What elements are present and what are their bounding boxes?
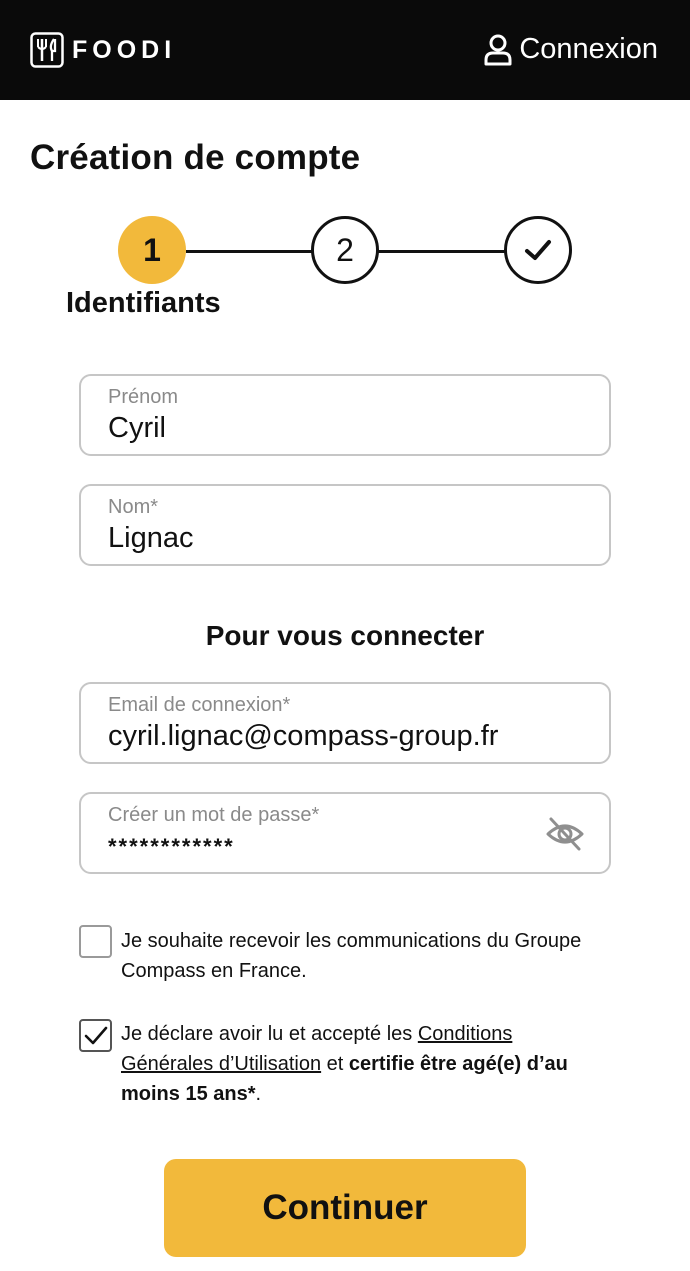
age-certification-text: certifie être agé(e) d’au moins 15 ans* <box>121 1053 568 1105</box>
password-value: ************ <box>108 834 235 859</box>
step-2-number: 2 <box>336 231 354 268</box>
continue-label: Continuer <box>262 1188 428 1227</box>
step-1-number: 1 <box>143 231 161 268</box>
login-link[interactable] <box>483 33 658 66</box>
last-name-value: Lignac <box>108 522 194 554</box>
login-section-title: Pour vous connecter <box>205 620 485 651</box>
stepper-connector <box>186 250 312 253</box>
terms-text-before: Je déclare avoir lu et accepté les <box>121 1023 418 1045</box>
page-title: Création de compte <box>30 138 361 177</box>
terms-checkbox[interactable] <box>79 1019 112 1052</box>
brand-name: FOODI <box>72 35 177 64</box>
email-value: cyril.lignac@compass-group.fr <box>108 720 499 752</box>
eye-off-icon[interactable] <box>545 814 585 854</box>
first-name-value: Cyril <box>108 412 166 444</box>
communications-checkbox[interactable] <box>79 925 112 958</box>
login-label: Connexion <box>519 33 658 65</box>
email-label: Email de connexion* <box>108 694 291 716</box>
password-field[interactable] <box>79 792 611 874</box>
top-bar <box>0 0 690 100</box>
stepper-connector <box>378 250 506 253</box>
last-name-label: Nom* <box>108 496 159 518</box>
current-step-label: Identifiants <box>66 287 221 319</box>
communications-text: Je souhaite recevoir les communications du Groupe Compass en France. <box>121 930 582 982</box>
check-icon <box>521 233 555 267</box>
email-field[interactable] <box>79 682 611 764</box>
progress-stepper <box>0 216 690 286</box>
terms-text <box>121 1019 591 1109</box>
step-2 <box>311 216 379 284</box>
first-name-field[interactable] <box>79 374 611 456</box>
brand-logo[interactable] <box>30 32 176 68</box>
first-name-label: Prénom <box>108 386 179 408</box>
step-3 <box>504 216 572 284</box>
cutlery-icon <box>30 32 64 68</box>
checkmark-icon <box>81 1021 110 1050</box>
continue-button[interactable] <box>164 1159 526 1257</box>
password-label: Créer un mot de passe* <box>108 804 320 826</box>
step-1 <box>118 216 186 284</box>
user-icon <box>483 34 513 66</box>
terms-link[interactable]: Conditions Générales d’Utilisation <box>121 1023 513 1075</box>
last-name-field[interactable] <box>79 484 611 566</box>
terms-text-middle: et <box>321 1053 349 1075</box>
terms-text-after: . <box>255 1083 262 1105</box>
